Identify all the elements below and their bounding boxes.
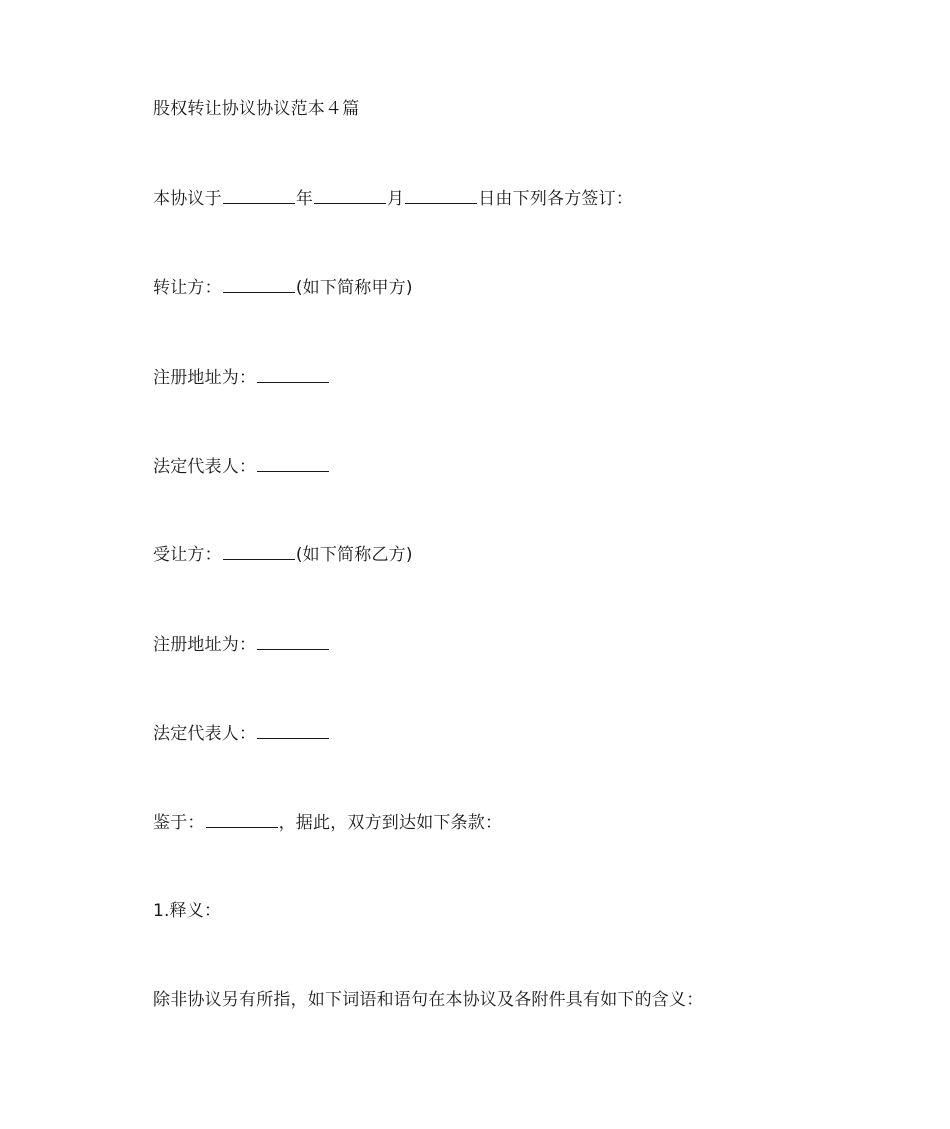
transferee-rep-line [153, 721, 330, 746]
transferor-blank [223, 275, 295, 293]
date-prefix: 本协议于 [153, 189, 222, 209]
section-1-text: 1.释义： [153, 901, 222, 921]
year-blank [223, 186, 295, 204]
transferee-rep-blank [257, 721, 329, 739]
transferee-rep-label: 法定代表人： [153, 724, 257, 744]
transferor-rep-label: 法定代表人： [153, 457, 257, 477]
whereas-prefix: 鉴于： [153, 813, 205, 833]
transferee-address-label: 注册地址为： [153, 635, 257, 655]
month-blank [314, 186, 386, 204]
title-text: 股权转让协议协议范本４篇 [153, 99, 360, 119]
whereas-suffix: ，据此，双方到达如下条款： [278, 813, 503, 833]
transferee-label: 受让方： [153, 545, 222, 565]
transferee-line [153, 542, 413, 567]
transferor-address-line [153, 365, 330, 390]
transferor-address-label: 注册地址为： [153, 368, 257, 388]
date-suffix: 日由下列各方签订： [478, 189, 634, 209]
section-1-heading [153, 899, 221, 923]
transferor-rep-line [153, 454, 330, 479]
document-title [153, 97, 359, 121]
transferee-note: (如下简称乙方) [295, 545, 413, 565]
whereas-blank [206, 810, 278, 828]
month-label: 月 [387, 189, 405, 209]
date-line [153, 186, 633, 211]
transferee-blank [223, 542, 295, 560]
transferor-address-blank [257, 365, 329, 383]
transferor-rep-blank [257, 454, 329, 472]
year-label: 年 [295, 189, 314, 209]
transferor-label: 转让方： [153, 278, 222, 298]
definition-intro [153, 988, 703, 1012]
whereas-line [153, 810, 502, 835]
day-blank [405, 186, 477, 204]
definition-intro-text: 除非协议另有所指，如下词语和语句在本协议及各附件具有如下的含义： [153, 990, 704, 1010]
transferee-address-line [153, 632, 330, 657]
transferor-line [153, 275, 413, 300]
transferor-note: (如下简称甲方) [295, 278, 413, 298]
transferee-address-blank [257, 632, 329, 650]
